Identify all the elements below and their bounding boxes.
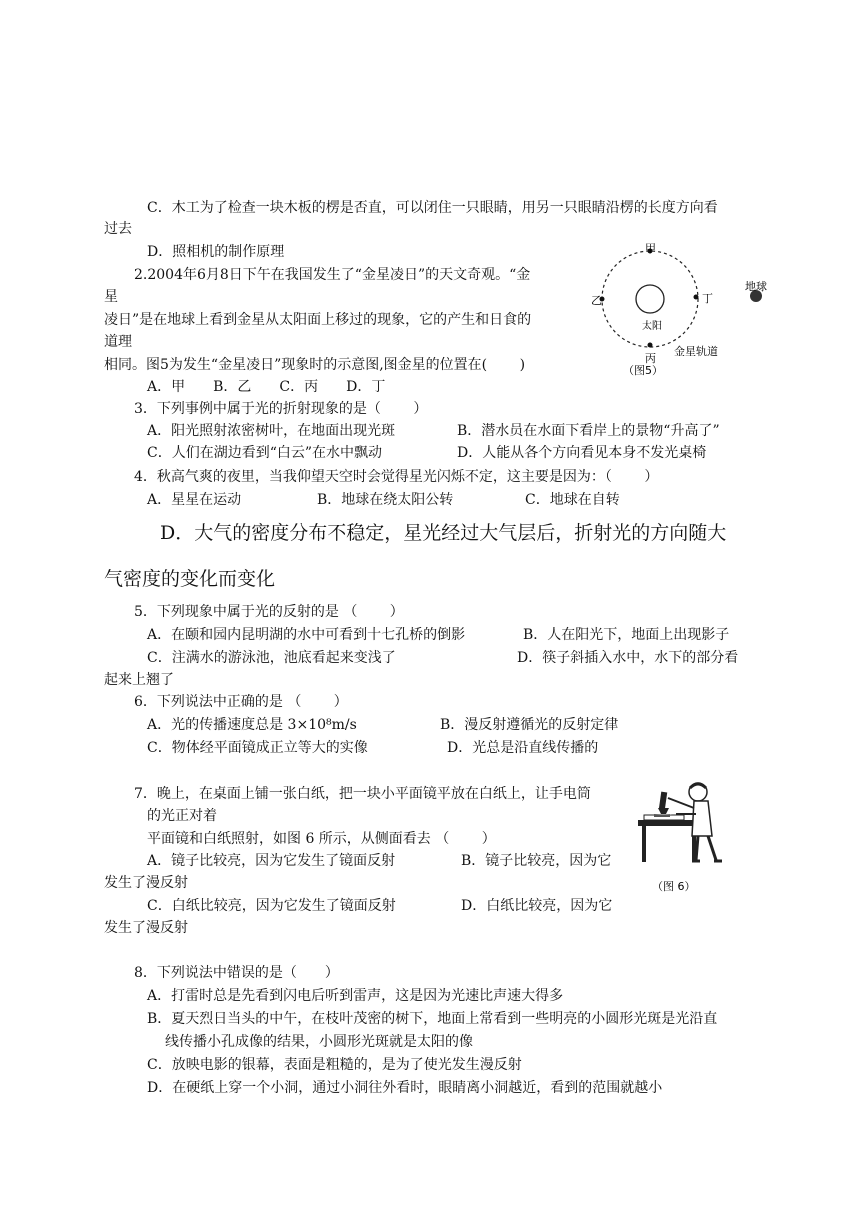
q5-option-c: C．注满水的游泳池，池底看起来变浅了 — [147, 650, 396, 666]
q3-stem: 3．下列事例中属于光的折射现象的是（ ） — [134, 401, 428, 417]
q2-stem-line2: 星 — [104, 289, 118, 305]
q5-option-b: B．人在阳光下，地面上出现影子 — [523, 627, 730, 643]
q3-option-d: D．人能从各个方向看见本身不发光桌椅 — [457, 445, 707, 461]
q6-option-b: B．漫反射遵循光的反射定律 — [440, 717, 619, 733]
q6-stem: 6．下列说法中正确的是 （ ） — [134, 694, 348, 710]
label-yi: 乙 — [591, 294, 602, 307]
q1-option-c-line2: 过去 — [104, 221, 132, 237]
q5-stem: 5．下列现象中属于光的反射的是 （ ） — [134, 604, 404, 620]
q4-option-d-line1: D．大气的密度分布不稳定，星光经过大气层后，折射光的方向随大 — [160, 522, 727, 544]
q2-stem-line3: 凌日”是在地球上看到金星从太阳面上移过的现象，它的产生和日食的 — [104, 312, 532, 328]
q8-option-c: C．放映电影的银幕，表面是粗糙的，是为了使光发生漫反射 — [147, 1057, 522, 1073]
q7-stem-line3: 平面镜和白纸照射，如图 6 所示，从侧面看去 （ ） — [147, 831, 496, 847]
q5-option-d-line2: 起来上翘了 — [104, 672, 174, 688]
q2-options: A．甲 B．乙 C．丙 D．丁 — [147, 379, 386, 395]
q3-option-b: B．潜水员在水面下看岸上的景物“升高了” — [457, 423, 720, 439]
q8-option-a: A．打雷时总是先看到闪电后听到雷声，这是因为光速比声速大得多 — [147, 988, 564, 1004]
q8-option-d: D．在硬纸上穿一个小洞，通过小洞往外看时，眼睛离小洞越近，看到的范围就越小 — [147, 1080, 663, 1096]
q1-option-c-line1: C．木工为了检查一块木板的楞是否直，可以闭住一只眼睛，用另一只眼睛沿楞的长度方向看 — [147, 200, 718, 216]
q7-stem-line2: 的光正对着 — [147, 808, 217, 824]
q7-option-b-line2: 发生了漫反射 — [104, 875, 188, 891]
figure-6-illustration — [636, 778, 736, 898]
q2-stem-line4: 道理 — [104, 334, 132, 350]
q4-option-a: A．星星在运动 — [147, 492, 242, 508]
venus-position-right — [694, 295, 699, 300]
label-orbit: 金星轨道 — [674, 345, 718, 358]
q7-option-d-line2: 发生了漫反射 — [104, 920, 188, 936]
q2-stem-line1: 2.2004年6月8日下午在我国发生了“金星凌日”的天文奇观。“金 — [134, 267, 531, 283]
q8-stem: 8．下列说法中错误的是（ ） — [134, 965, 339, 981]
figure-5-diagram — [585, 238, 780, 383]
q4-option-c: C．地球在自转 — [525, 492, 620, 508]
label-bing: 丙 — [645, 352, 656, 365]
figure-6-caption: （图 6） — [652, 880, 696, 893]
q1-option-d: D．照相机的制作原理 — [147, 244, 285, 260]
q2-stem-line5: 相同。图5为发生“金星凌日”现象时的示意图,图金星的位置在( ) — [104, 357, 526, 373]
label-jia: 甲 — [645, 242, 656, 255]
q3-option-c: C．人们在湖边看到“白云”在水中飘动 — [147, 445, 383, 461]
q7-option-d-line1: D．白纸比较亮，因为它 — [461, 898, 613, 914]
q4-option-d-line2: 气密度的变化而变化 — [104, 568, 276, 590]
q8-option-b-line2: 线传播小孔成像的结果，小圆形光斑就是太阳的像 — [165, 1034, 473, 1050]
q3-option-a: A．阳光照射浓密树叶，在地面出现光斑 — [147, 423, 396, 439]
q5-option-d-line1: D．筷子斜插入水中，水下的部分看 — [517, 650, 739, 666]
q6-option-d: D．光总是沿直线传播的 — [447, 740, 599, 756]
venus-position-bottom — [648, 343, 653, 348]
label-earth: 地球 — [745, 280, 767, 293]
q7-stem-line1: 7．晚上，在桌面上铺一张白纸，把一块小平面镜平放在白纸上，让手电筒 — [134, 786, 591, 802]
figure-5-caption: （图5） — [623, 364, 663, 377]
q7-option-a: A．镜子比较亮，因为它发生了镜面反射 — [147, 853, 396, 869]
label-ding: 丁 — [702, 292, 713, 305]
sun-circle — [636, 285, 664, 313]
q7-option-b-line1: B．镜子比较亮，因为它 — [461, 853, 612, 869]
q6-option-c: C．物体经平面镜成正立等大的实像 — [147, 740, 368, 756]
q8-option-b-line1: B．夏天烈日当头的中午，在枝叶茂密的树下，地面上常看到一些明亮的小圆形光斑是光沿直 — [147, 1011, 718, 1027]
q4-option-b: B．地球在绕太阳公转 — [317, 492, 454, 508]
q6-option-a: A．光的传播速度总是 3×10⁸m/s — [147, 717, 357, 733]
q4-stem: 4．秋高气爽的夜里，当我仰望天空时会觉得星光闪烁不定，这主要是因为：（ ） — [134, 469, 659, 485]
q7-option-c: C．白纸比较亮，因为它发生了镜面反射 — [147, 898, 396, 914]
q5-option-a: A．在颐和园内昆明湖的水中可看到十七孔桥的倒影 — [147, 627, 466, 643]
label-sun: 太阳 — [642, 321, 662, 332]
